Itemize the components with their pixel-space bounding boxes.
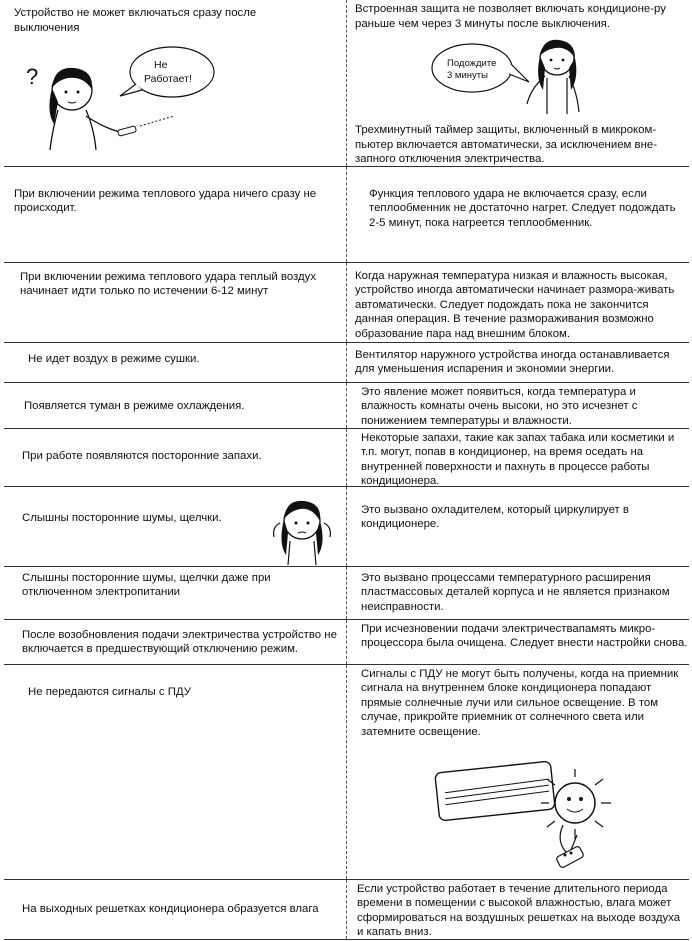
sun-and-air-conditioner-illustration [435, 751, 615, 876]
problem-text: Не идет воздух в режиме сушки. [28, 352, 200, 365]
solution-text: Некоторые запахи, такие как запах табака или косметики и т.п. могут, попав в кондиционер, на время оседать на внутренней поверхности и пахнуть в процессе работы кондиционера. [361, 431, 675, 487]
girl-with-remote-illustration [24, 32, 194, 157]
problem-text: Появляется туман в режиме охлаждения. [24, 399, 245, 412]
table-row [4, 262, 689, 342]
table-row [4, 0, 689, 166]
problem-text: Слышны посторонние шумы, щелчки. [22, 511, 222, 524]
solution-text: Сигналы с ПДУ не могут быть получены, когда на приемник сигнала на внутреннем блоке кондиционера попадают прямые солнечные лучи или сильное освещение. В том случае, прикройте приемник от солнечного света или затемните освещение. [361, 667, 679, 738]
question-mark-icon: ? [26, 64, 39, 89]
solution-text: Вентилятор наружного устройства иногда останавливается для уменьшения испарения и экономии энергии. [355, 348, 670, 375]
problem-text: При включении режима теплового удара теплый воздух начинает идти только по истечении 6-12 минут [20, 270, 317, 297]
solution-text: При исчезновении подачи электричествапамять микро-процессора была очищена. Следует внести настройки снова. [361, 622, 688, 649]
solution-text: Это вызвано процессами температурного расширения пластмассовых деталей корпуса и не является признаком неисправности. [361, 571, 670, 613]
problem-text: На выходных решетках кондиционера образуется влага [22, 902, 319, 915]
table-row [4, 486, 689, 566]
problem-text: После возобновления подачи электричества устройство не включается в предшествующий отключению режим. [22, 628, 337, 655]
problem-text: При включении режима теплового удара ничего сразу не происходит. [14, 187, 317, 214]
bubble-line-2: 3 минуты [447, 70, 488, 81]
girl-covering-ears-illustration [266, 493, 336, 570]
girl-waiting-illustration [427, 34, 597, 119]
solution-text: Это явление может появиться, когда температура и влажность комнаты очень высоки, но это исчезнет с понижением температуры и влажности. [361, 385, 638, 427]
problem-text: При работе появляются посторонние запахи. [22, 449, 262, 462]
solution-text-continued: Трехминутный таймер защиты, включенный в микроком-пьютер включается автоматически, за исключением вне-запного отключения электричества. [355, 124, 658, 165]
problem-text: Слышны посторонние шумы, щелчки даже при отключенном электропитании [22, 571, 271, 598]
table-row [4, 166, 689, 262]
bubble-line-1: Подождите [447, 58, 497, 69]
troubleshooting-table [4, 0, 689, 940]
solution-text: Встроенная защита не позволяет включать кондиционе-ру раньше чем через 3 минуты после выключения. [355, 3, 666, 30]
table-row [4, 619, 689, 664]
problem-text: Устройство не может включаться сразу после выключения [14, 7, 257, 34]
solution-text: Функция теплового удара не включается сразу, если теплообменник не достаточно нагрет. Следует подождать 2-5 минут, пока нагреется теплообменник. [369, 187, 676, 229]
table-row [4, 879, 689, 939]
bubble-line-1: Не [154, 59, 168, 71]
bubble-line-2: Работает! [144, 73, 192, 85]
table-row [4, 566, 689, 619]
table-row [4, 382, 689, 428]
problem-text: Не передаются сигналы с ПДУ [28, 685, 192, 698]
solution-text: Когда наружная температура низкая и влажность высокая, устройство иногда автоматически начинает размора-живать автоматически. Следует подождать пока не закончится данная операция. В течение размораживания возможно образование пара над внешним блоком. [355, 269, 675, 340]
table-row [4, 342, 689, 382]
solution-text: Если устройство работает в течение длительного периода времени в помещении с высокой влажностью, влага может сформироваться на воздушных решетках на выходе воздуха и капать вниз. [357, 882, 681, 938]
table-row [4, 428, 689, 486]
solution-text: Это вызвано охладителем, который циркулирует в кондиционере. [361, 503, 629, 530]
table-row [4, 664, 689, 879]
